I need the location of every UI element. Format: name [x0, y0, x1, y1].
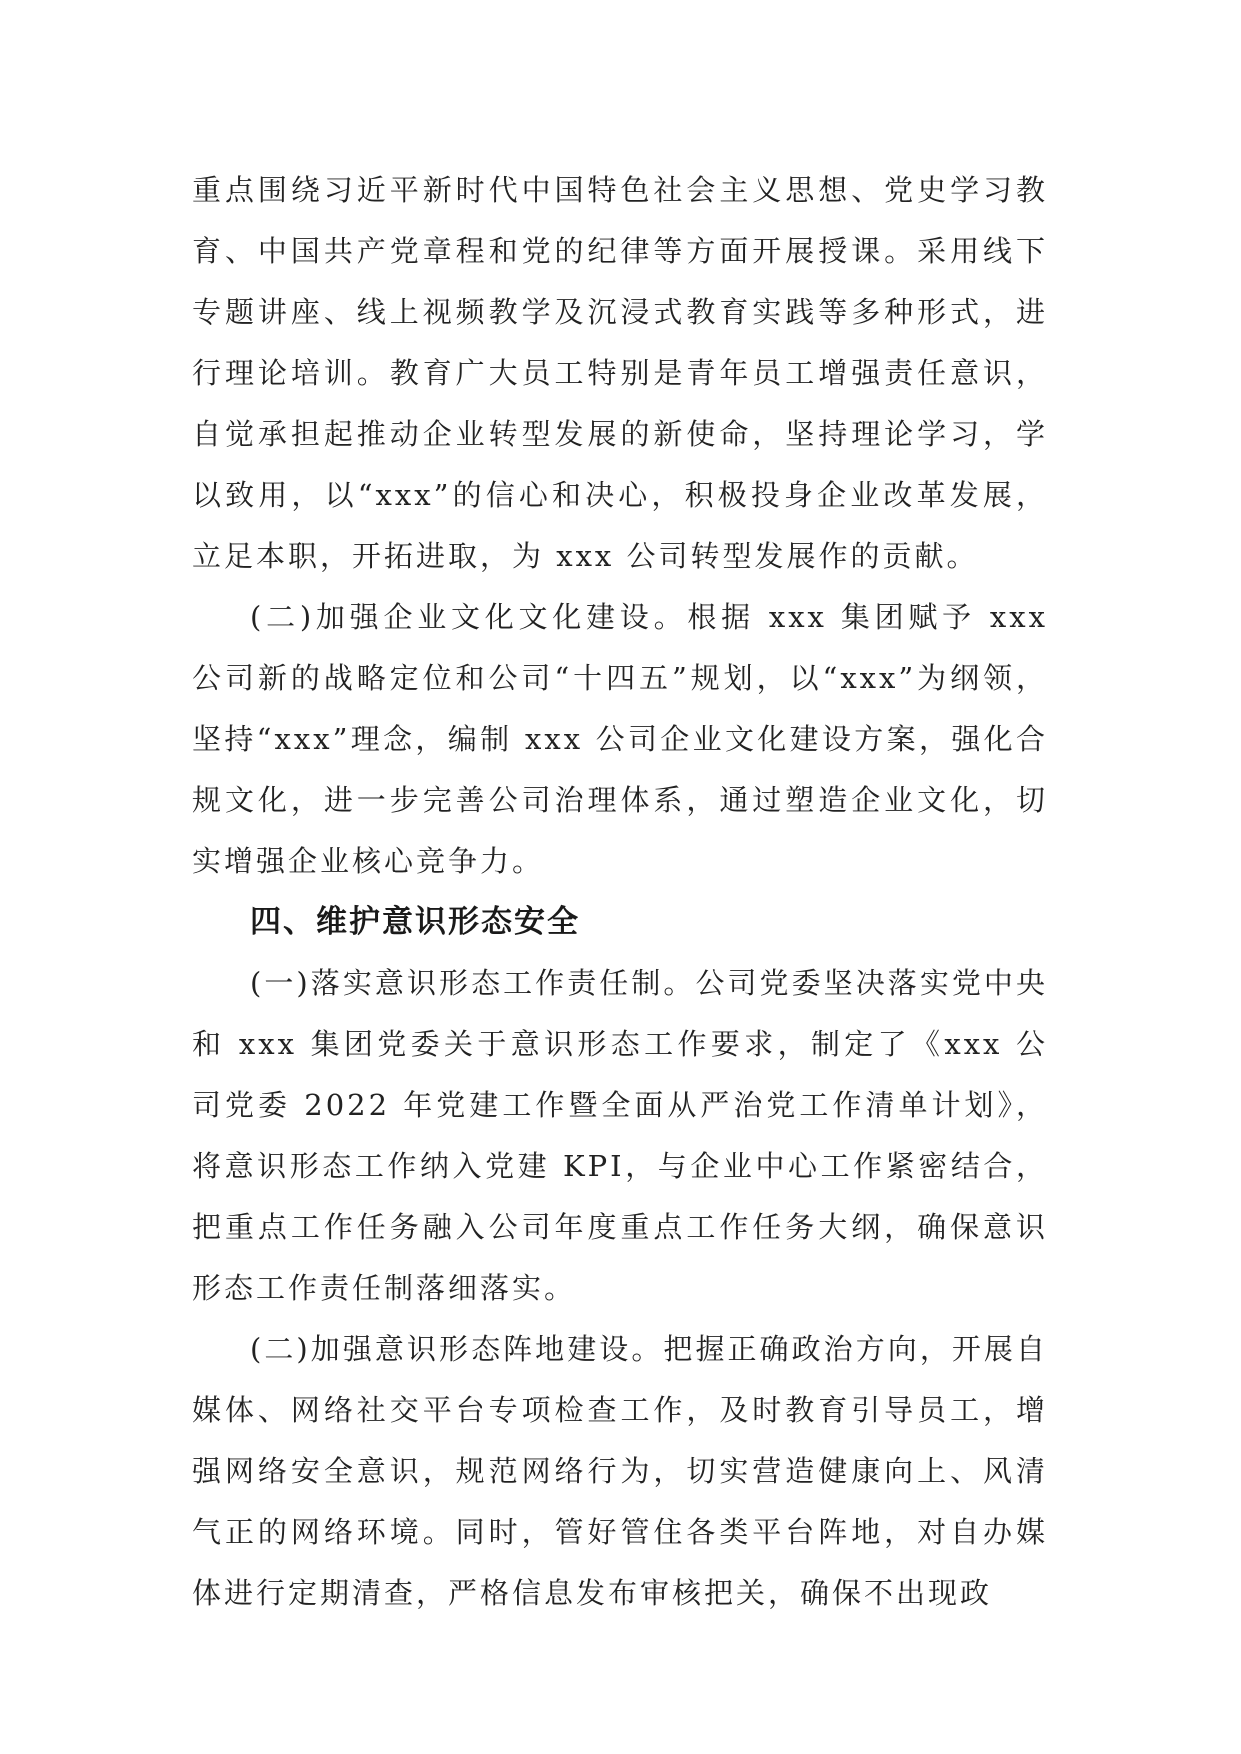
- body-paragraph-position-building: (二)加强意识形态阵地建设。把握正确政治方向，开展自媒体、网络社交平台专项检查工作，及时教育引导员工，增强网络安全意识，规范网络行为，切实营造健康向上、风清气正的网络环境。同时，管好管住各类平台阵地，对自办媒体进行定期清查，严格信息发布审核把关，确保不出现政: [192, 1332, 1048, 1610]
- body-paragraph-responsibility-system: (一)落实意识形态工作责任制。公司党委坚决落实党中央和 xxx 集团党委关于意识形态工作要求，制定了《xxx 公司党委 2022 年党建工作暨全面从严治党工作清单计划》，将意识形态工作纳入党建 KPI，与企业中心工作紧密结合，把重点工作任务融入公司年度重点工作任务大纲，确保意识形态工作责任制落细落实。: [192, 966, 1048, 1305]
- body-paragraph-corporate-culture: (二)加强企业文化文化建设。根据 xxx 集团赋予 xxx 公司新的战略定位和公司“十四五”规划，以“xxx”为纲领，坚持“xxx”理念，编制 xxx 公司企业文化建设方案，强化合规文化，进一步完善公司治理体系，通过塑造企业文化，切实增强企业核心竞争力。: [192, 600, 1048, 878]
- section-heading-ideology-security: 四、维护意识形态安全: [250, 904, 580, 940]
- document-body: [192, 160, 1048, 1624]
- body-paragraph-continuation: 重点围绕习近平新时代中国特色社会主义思想、党史学习教育、中国共产党章程和党的纪律等方面开展授课。采用线下专题讲座、线上视频教学及沉浸式教育实践等多种形式，进行理论培训。教育广大员工特别是青年员工增强责任意识，自觉承担起推动企业转型发展的新使命，坚持理论学习，学以致用，以“xxx”的信心和决心，积极投身企业改革发展，立足本职，开拓进取，为 xxx 公司转型发展作的贡献。: [192, 173, 1048, 573]
